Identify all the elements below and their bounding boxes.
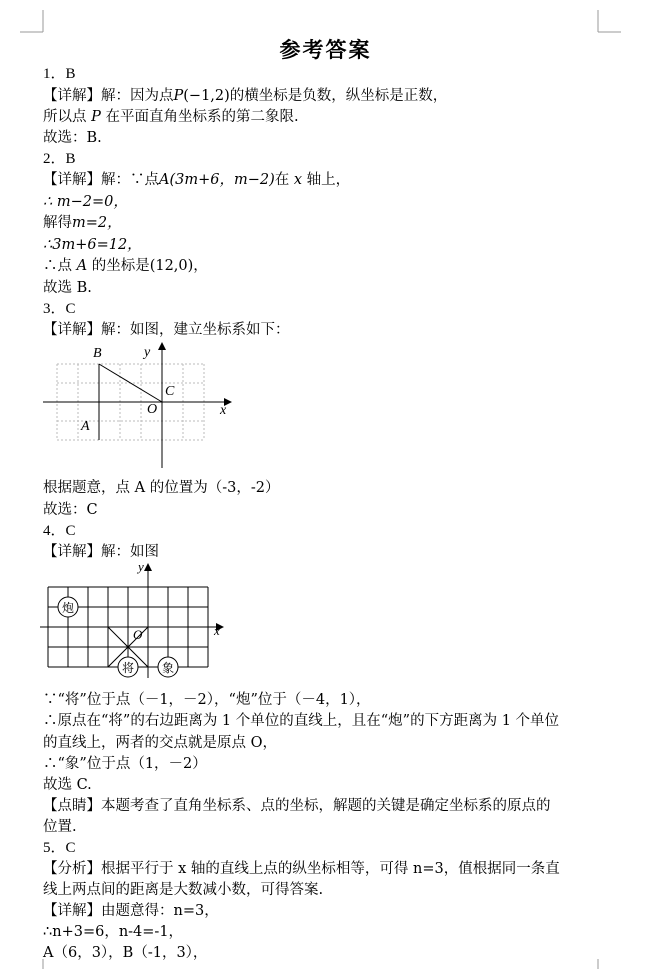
q3-conclusion: 根据题意，点 A 的位置为（-3，-2）	[43, 480, 280, 496]
q3-label-C: C	[165, 384, 175, 399]
q4-chess-figure	[40, 560, 230, 685]
q2-answer: 2．B	[43, 151, 76, 167]
q3-choose: 故选：C	[43, 502, 98, 518]
q5-step1: ∴n+3=6，n-4=-1，	[43, 924, 184, 940]
q3-label-O: O	[147, 402, 158, 417]
q4-label-y: y	[138, 560, 144, 574]
q2-step4: ∴点 A 的坐标是(12,0)，	[43, 258, 208, 274]
page-title: 参考答案	[279, 38, 372, 62]
q5-step2: A（6，3），B（-1，3），	[43, 945, 208, 961]
q4-line4: ∴“象”位于点（1，－2）	[43, 756, 207, 772]
corner-mark-bottom-right	[591, 949, 651, 969]
q4-label-x: x	[214, 623, 220, 638]
q4-answer: 4．C	[43, 523, 76, 539]
q3-label-A: A	[81, 419, 90, 434]
q5-answer: 5．C	[43, 840, 76, 856]
q1-detail-line2: 所以点 P 在平面直角坐标系的第二象限.	[43, 109, 299, 125]
q4-comment2: 位置.	[43, 819, 77, 835]
q3-answer: 3．C	[43, 301, 76, 317]
q3-label-x: x	[220, 403, 227, 418]
q2-choose: 故选 B.	[43, 280, 92, 296]
q4-line1: ∵“将”位于点（－1，－2），“炮”位于（－4，1），	[43, 692, 371, 708]
q2-step1: ∴ m−2=0，	[43, 194, 128, 210]
q4-line2: ∴原点在“将”的右边距离为 1 个单位的直线上，且在“炮”的下方距离为 1 个单位	[43, 713, 560, 729]
q2-detail: 【详解】解：∵点A(3m+6，m−2)在 x 轴上，	[43, 172, 351, 188]
q4-choose: 故选 C.	[43, 777, 92, 793]
q5-analysis1: 【分析】根据平行于 x 轴的直线上点的纵坐标相等，可得 n=3，值根据同一条直	[43, 861, 560, 877]
q2-step3: ∴3m+6=12，	[43, 237, 142, 253]
q4-comment1: 【点睛】本题考查了直角坐标系、点的坐标，解题的关键是确定坐标系的原点的	[43, 798, 551, 814]
q1-answer: 1．B	[43, 66, 76, 82]
q5-analysis2: 线上两点间的距离是大数减小数，可得答案.	[43, 882, 324, 898]
q4-piece-pao-label: 炮	[61, 601, 75, 615]
q3-coordinate-figure	[38, 340, 248, 475]
q4-detail: 【详解】解：如图	[43, 544, 159, 560]
q5-detail: 【详解】由题意得：n=3，	[43, 903, 219, 919]
q4-label-O: O	[133, 627, 143, 642]
q4-piece-xiang-label: 象	[161, 661, 175, 675]
q4-piece-jiang-label: 将	[121, 661, 135, 675]
q3-detail: 【详解】解：如图，建立坐标系如下：	[43, 322, 290, 338]
q1-detail: 【详解】解：因为点P(−1,2)的横坐标是负数，纵坐标是正数，	[43, 88, 448, 104]
q3-label-B: B	[93, 346, 102, 361]
q3-label-y: y	[144, 345, 151, 360]
q1-choose: 故选：B.	[43, 130, 102, 146]
q4-line3: 的直线上，两者的交点就是原点 O，	[43, 735, 277, 751]
q2-step2: 解得m=2，	[43, 215, 122, 231]
